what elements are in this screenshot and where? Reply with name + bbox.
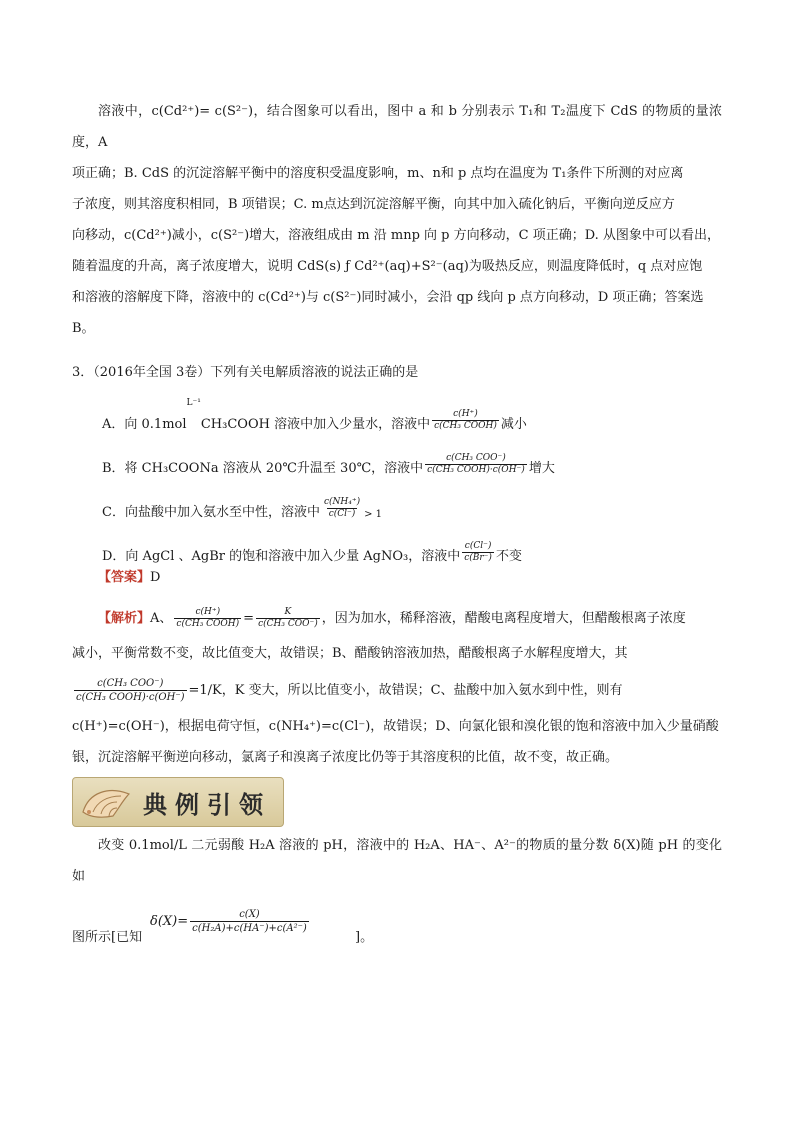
analysis-a-text: ，因为加水，稀释溶液，醋酸电离程度增大，但醋酸根离子浓度 [321,610,686,626]
example-line: 改变 0.1mol/L 二元弱酸 H₂A 溶液的 pH，溶液中的 H₂A、HA⁻、A²⁻的物质的量分数 δ(X)随 pH 的变化如 [72,838,722,884]
analysis-a-fraction2 [256,607,320,630]
banner-title: 典例引领 [143,789,271,819]
fraction-numerator: c(H⁺) [453,409,478,419]
option-a [102,388,722,432]
intro-paragraph [72,96,722,344]
delta-fraction [190,908,309,935]
delta-formula [150,908,311,935]
option-a-suffix: 减小 [500,417,527,432]
fraction-denominator: c(CH₃ COOH)·c(OH⁻) [76,691,185,703]
intro-line: 溶液中，c(Cd²⁺)= c(S²⁻)，结合图象可以看出，图中 a 和 b 分别表示 T₁和 T₂温度下 CdS 的物质的量浓度，A [72,104,722,150]
intro-line: 项正确；B. CdS 的沉淀溶解平衡中的溶度积受温度影响，m、n和 p 点均在温度为 T₁条件下所测的对应离 [72,166,684,181]
option-a-fraction [432,409,499,432]
option-c [102,476,722,520]
analysis-a-prefix: A、 [150,610,173,626]
fraction-denominator: c(CH₃ COOH) [434,421,497,431]
section-banner [72,777,284,827]
analysis-tag: 【解析】 [98,610,151,626]
formula-label: 图所示[已知 [72,930,143,945]
fraction-numerator: c(CH₃ COO⁻) [446,453,506,463]
option-d-suffix: 不变 [495,549,522,564]
conch-shell-icon [79,782,135,822]
fraction-denominator: c(CH₃ COOH)·c(OH⁻) [427,465,525,475]
option-d-prefix: D．向 AgCl 、AgBr 的饱和溶液中加入少量 AgNO₃，溶液中 [102,549,461,564]
fraction-numerator: K [284,606,292,617]
fraction-denominator: c(Br⁻) [464,553,492,563]
fraction-numerator: c(Cl⁻) [464,541,492,551]
intro-line: 和溶液的溶解度下降，溶液中的 c(Cd²⁺)与 c(S²⁻)同时减小，会沿 qp 线向 p 点方向移动，D 项正确；答案选 [72,290,704,305]
option-c-fraction [322,497,362,520]
analysis-a-eq: = [243,610,255,626]
option-a-prefix: A．向 0.1mol [102,417,187,432]
question-title: 3．（2016年全国 3卷）下列有关电解质溶液的说法正确的是 [72,365,419,380]
analysis-b-text: =1/K，K 变大，所以比值变小，故错误；C、盐酸中加入氨水到中性，则有 [188,682,623,698]
option-b-suffix: 增大 [528,461,555,476]
analysis-b-fraction [74,677,187,704]
intro-line: 向移动，c(Cd²⁺)减小，c(S²⁻)增大，溶液组成由 m 沿 mnp 向 p 方向移动，C 项正确；D. 从图象中可以看出， [72,228,720,243]
intro-line: 子浓度，则其溶度积相同，B 项错误；C. m点达到沉淀溶解平衡，向其中加入硫化钠后，平衡向逆反应方 [72,197,675,212]
fraction-denominator: c(Cl⁻) [328,509,356,519]
answer-tag: 【答案】 [98,570,151,585]
fraction-denominator: c(H₂A)+c(HA⁻)+c(A²⁻) [192,923,307,934]
analysis-a-fraction1 [174,607,241,630]
document-body [72,96,722,773]
option-b-fraction [425,453,527,476]
option-c-prefix: C．向盐酸中加入氨水至中性，溶液中 [102,505,320,520]
option-b-prefix: B．将 CH₃COONa 溶液从 20℃升温至 30℃，溶液中 [102,461,424,476]
option-d [102,520,722,564]
intro-line: 随着温度的升高，离子浓度增大，说明 CdS(s) ƒ Cd²⁺(aq)+S²⁻(aq)为吸热反应，则温度降低时，q 点对应饱 [72,259,703,274]
example-section [72,830,722,952]
option-a-unit: L⁻¹ [186,398,201,408]
option-b [102,432,722,476]
analysis [72,598,722,773]
fraction-numerator: c(X) [239,909,260,920]
fraction-denominator: c(CH₃ COO⁻) [258,618,318,629]
delta-symbol: δ(X)= [150,914,189,929]
analysis-line: c(H⁺)=c(OH⁻)，根据电荷守恒，c(NH₄⁺)=c(Cl⁻)，故错误；D、向氯化银和溴化银的饱和溶液中加入少量硝酸 [72,719,719,734]
answer-value: D [150,570,161,585]
option-d-fraction [462,541,494,564]
fraction-denominator: c(CH₃ COOH) [176,618,240,629]
fraction-numerator: c(CH₃ COO⁻) [97,677,164,689]
option-c-suffix: > 1 [364,509,383,520]
analysis-line: 减小，平衡常数不变，故比值变大，故错误；B、醋酸钠溶液加热，醋酸根离子水解程度增大，其 [72,646,628,661]
analysis-line: 银，沉淀溶解平衡逆向移动，氯离子和溴离子浓度比仍等于其溶度积的比值，故不变，故正确。 [72,750,619,765]
delta-formula-line [72,892,722,952]
intro-line: B。 [72,321,95,336]
answer [98,564,722,592]
fraction-numerator: c(H⁺) [195,606,221,617]
option-a-mid: CH₃COOH 溶液中加入少量水，溶液中 [200,417,431,432]
fraction-numerator: c(NH₄⁺) [323,497,361,507]
formula-tail: ]。 [355,930,374,945]
